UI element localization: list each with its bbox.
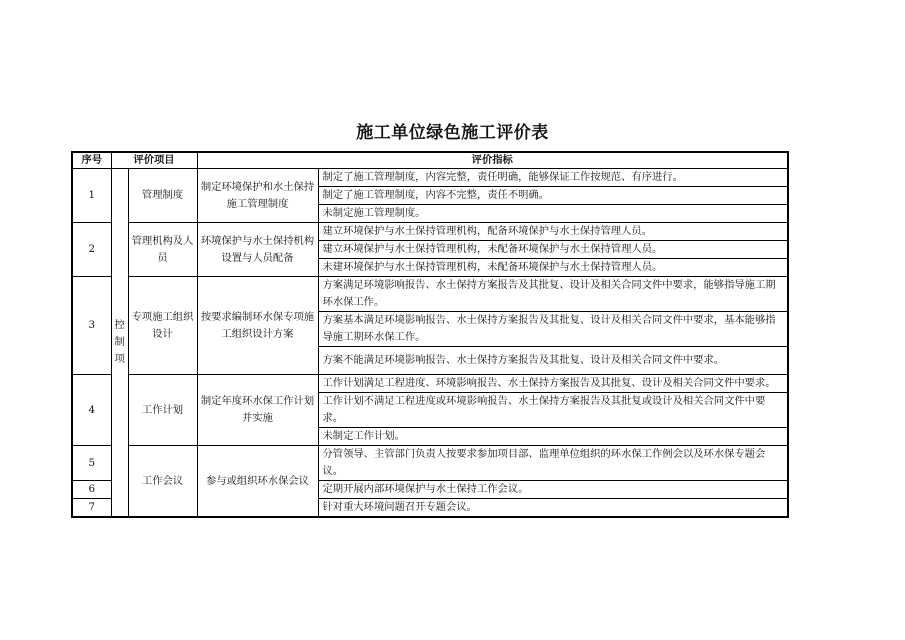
table-row — [72, 277, 788, 312]
indicator-cell: 建立环境保护与水土保持管理机构，未配备环境保护与水土保持管理人员。 — [318, 241, 788, 259]
sub-item-label: 制定环境保护和水土保持施工管理制度 — [197, 169, 318, 223]
indicator-cell: 方案基本满足环境影响报告、水土保持方案报告及其批复、设计及相关合同文件中要求，基本能够指导施工期环水保工作。 — [318, 312, 788, 347]
header-item: 评价项目 — [111, 152, 197, 169]
row-no: 1 — [72, 169, 111, 223]
table-row — [72, 223, 788, 241]
row-no: 7 — [72, 499, 111, 518]
row-no: 6 — [72, 481, 111, 499]
item-label: 工作计划 — [128, 375, 197, 446]
group-label: 控 制 项 — [111, 169, 128, 518]
row-no: 3 — [72, 277, 111, 375]
table-row — [72, 446, 788, 481]
row-no: 5 — [72, 446, 111, 481]
item-label: 专项施工组织设计 — [128, 277, 197, 375]
indicator-cell: 方案不能满足环境影响报告、水土保持方案报告及其批复、设计及相关合同文件中要求。 — [318, 347, 788, 375]
indicator-cell: 建立环境保护与水土保持管理机构，配备环境保护与水土保持管理人员。 — [318, 223, 788, 241]
indicator-cell: 制定了施工管理制度，内容完整，责任明确，能够保证工作按规范、有序进行。 — [318, 169, 788, 187]
indicator-cell: 针对重大环境问题召开专题会议。 — [318, 499, 788, 518]
item-label: 工作会议 — [128, 446, 197, 518]
indicator-cell: 工作计划不满足工程进度或环境影响报告、水土保持方案报告及其批复或设计及相关合同文件中要求。 — [318, 393, 788, 428]
row-no: 2 — [72, 223, 111, 277]
sub-item-label: 按要求编制环水保专项施工组织设计方案 — [197, 277, 318, 375]
item-label: 管理机构及人员 — [128, 223, 197, 277]
header-indicator: 评价指标 — [197, 152, 788, 169]
table-row — [72, 169, 788, 187]
sub-item-label: 环境保护与水土保持机构设置与人员配备 — [197, 223, 318, 277]
evaluation-table — [71, 151, 789, 518]
indicator-cell: 未制定工作计划。 — [318, 428, 788, 446]
indicator-cell: 分管领导、主管部门负责人按要求参加项目部、监理单位组织的环水保工作例会以及环水保专题会议。 — [318, 446, 788, 481]
indicator-cell: 方案满足环境影响报告、水土保持方案报告及其批复、设计及相关合同文件中要求，能够指导施工期环水保工作。 — [318, 277, 788, 312]
item-label: 管理制度 — [128, 169, 197, 223]
page-title: 施工单位绿色施工评价表 — [356, 123, 549, 143]
sub-item-label: 制定年度环水保工作计划并实施 — [197, 375, 318, 446]
indicator-cell: 未制定施工管理制度。 — [318, 205, 788, 223]
table-header-row — [72, 152, 788, 169]
indicator-cell: 工作计划满足工程进度、环境影响报告、水土保持方案报告及其批复、设计及相关合同文件中要求。 — [318, 375, 788, 393]
sub-item-label: 参与或组织环水保会议 — [197, 446, 318, 518]
indicator-cell: 制定了施工管理制度，内容不完整，责任不明确。 — [318, 187, 788, 205]
indicator-cell: 未建环境保护与水土保持管理机构，未配备环境保护与水土保持管理人员。 — [318, 259, 788, 277]
row-no: 4 — [72, 375, 111, 446]
indicator-cell: 定期开展内部环境保护与水土保持工作会议。 — [318, 481, 788, 499]
table-row — [72, 375, 788, 393]
header-no: 序号 — [72, 152, 111, 169]
